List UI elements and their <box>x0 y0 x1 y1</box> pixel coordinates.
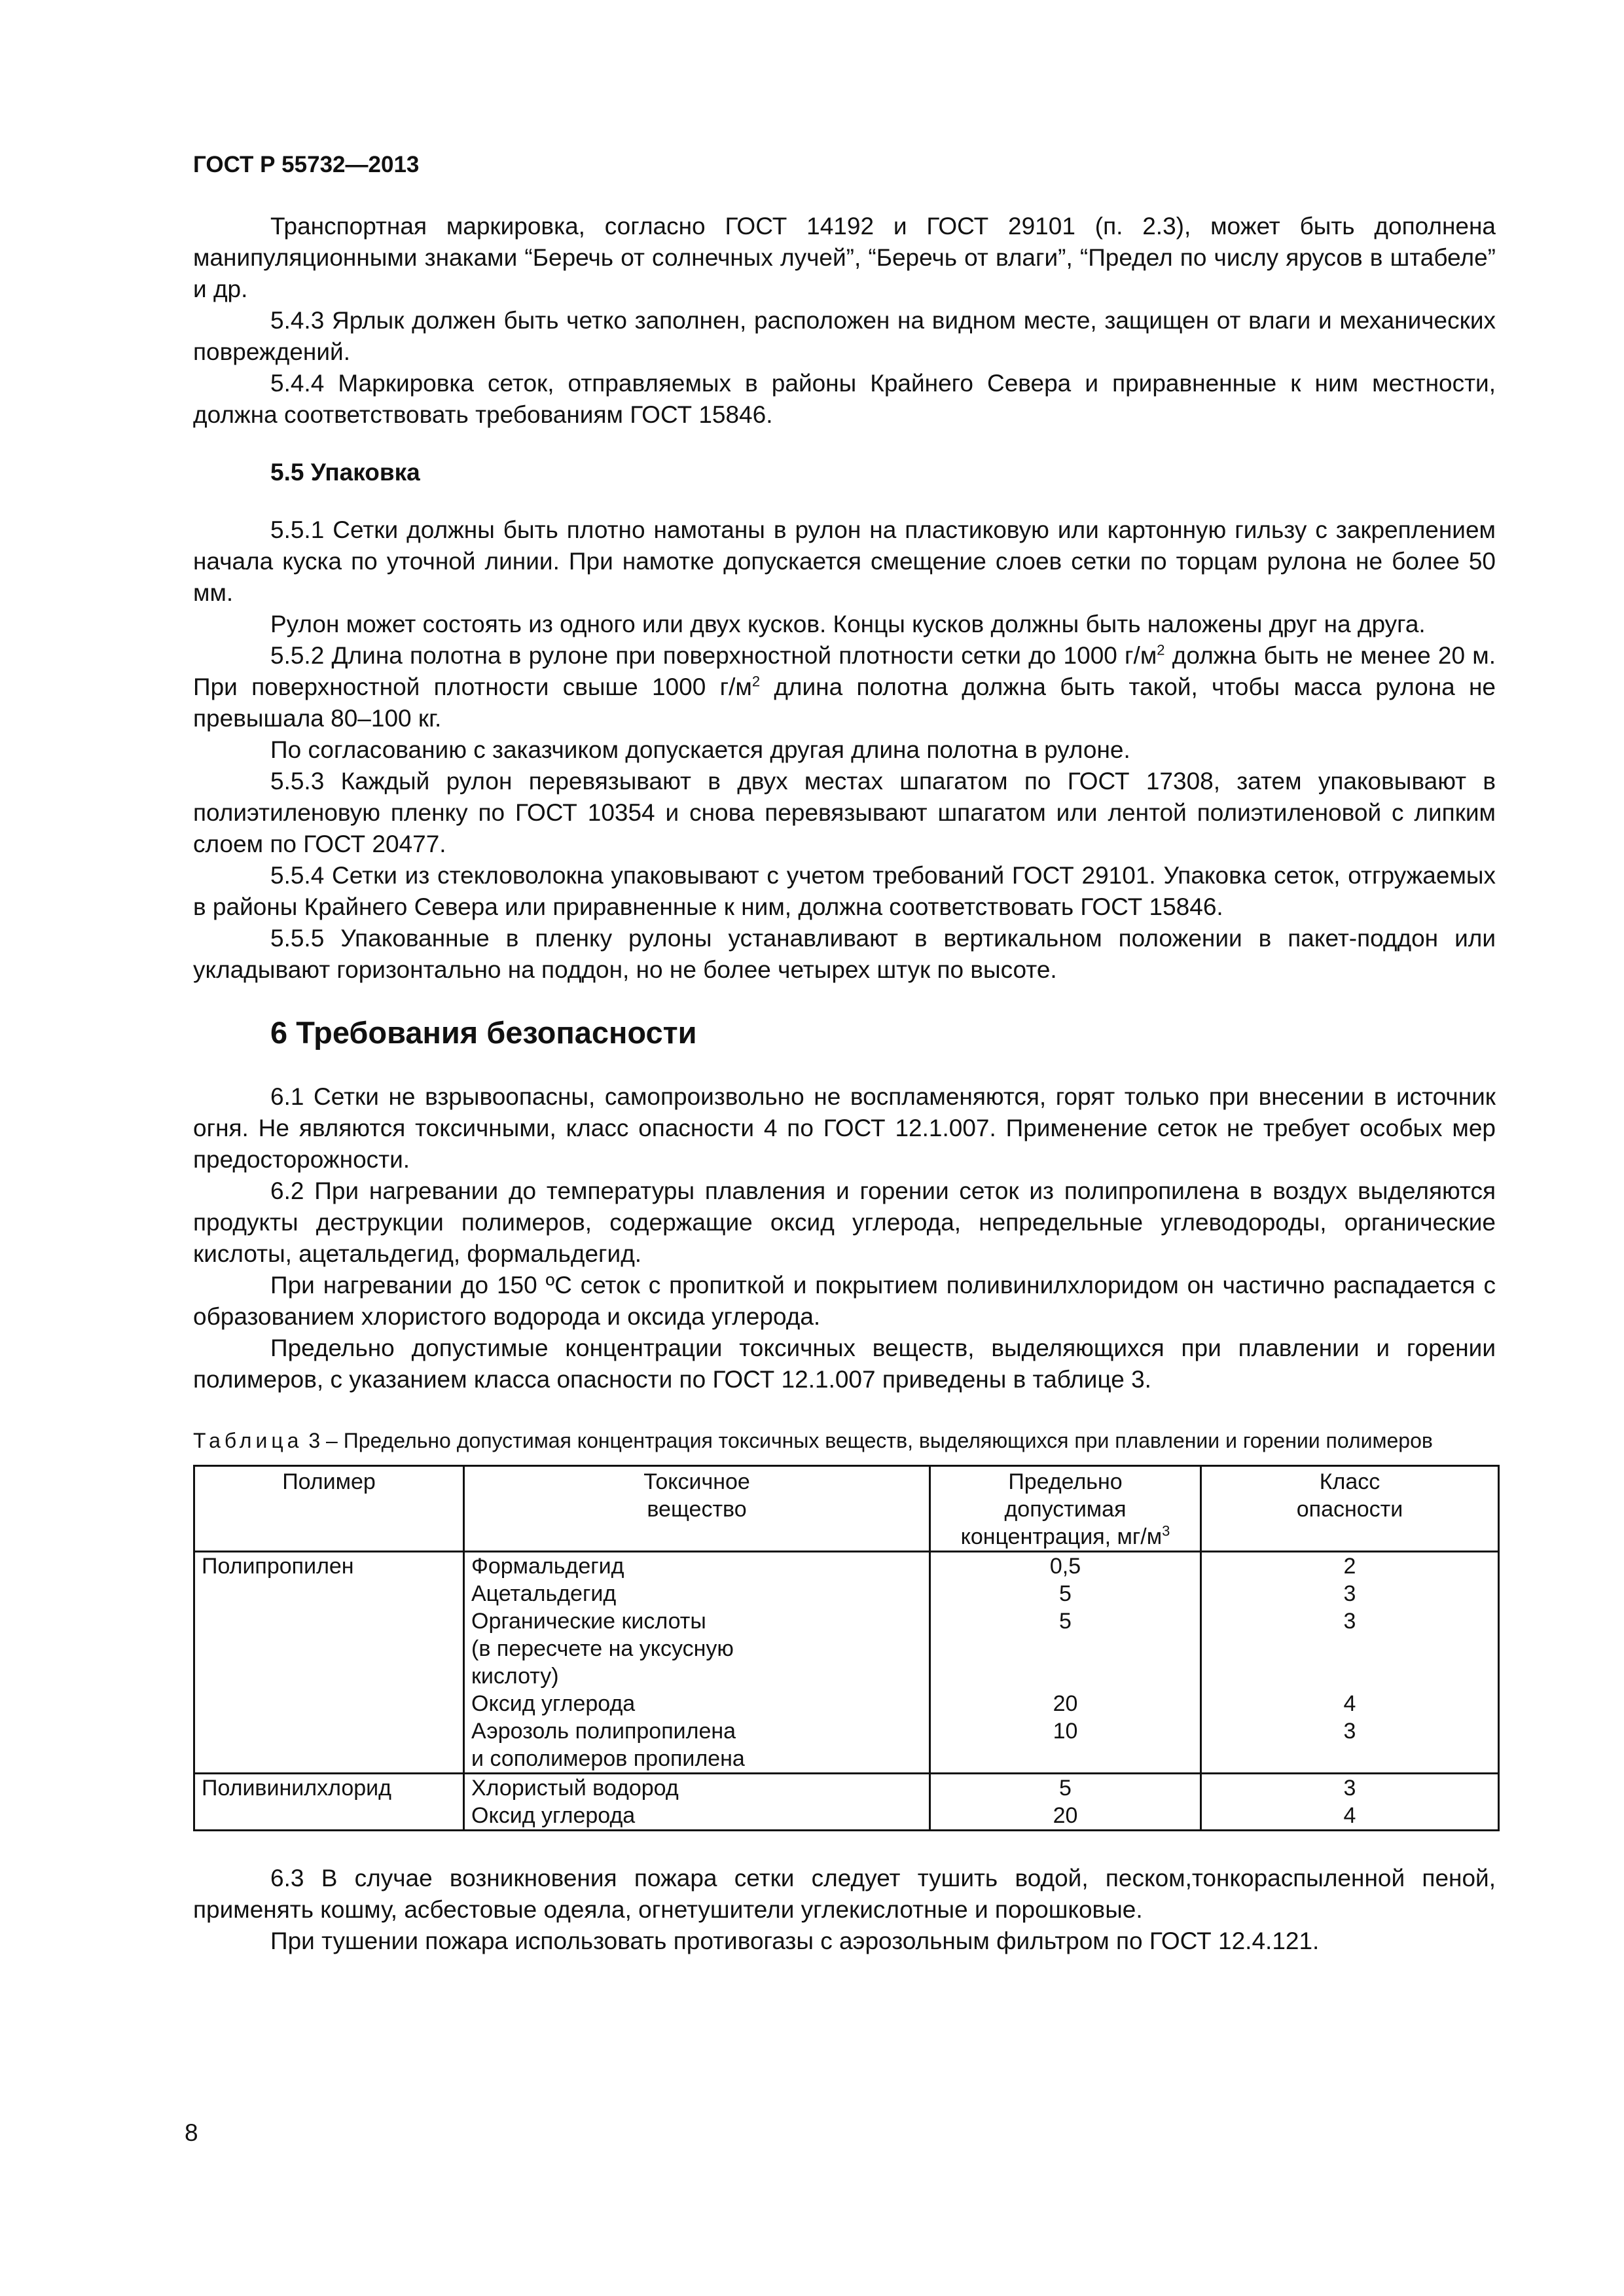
paragraph-5-4-4: 5.4.4 Маркировка сеток, отправляемых в районы Крайнего Севера и приравненные к ним местности, должна соответствовать требованиям ГОСТ 15846. <box>193 370 1496 428</box>
polymer-cell: Полипропилен <box>194 1552 464 1774</box>
limit-cell: 5 20 <box>930 1774 1201 1831</box>
document-code-header: ГОСТ Р 55732—2013 <box>193 152 420 177</box>
paragraph-5-4-3: 5.4.3 Ярлык должен быть четко заполнен, расположен на видном месте, защищен от влаги и механических повреждений. <box>193 307 1496 365</box>
header-polymer: Полимер <box>194 1466 464 1552</box>
substance-cell: Формальдегид Ацетальдегид Органические кислоты (в пересчете на уксусную кислоту) Оксид углерода Аэрозоль полипропилена и сополимеров пропилена <box>464 1552 930 1774</box>
paragraph-transport-marking: Транспортная маркировка, согласно ГОСТ 14192 и ГОСТ 29101 (п. 2.3), может быть дополнена манипуляционными знаками “Беречь от солнечных лучей”, “Беречь от влаги”, “Предел по числу ярусов в штабеле” и др. <box>193 213 1496 302</box>
table-caption: Таблица 3 – Предельно допустимая концентрация токсичных веществ, выделяющихся при плавлении и горении полимеров <box>193 1429 1433 1452</box>
toxic-substances-table <box>193 1465 1500 1831</box>
paragraph-limits-ref: Предельно допустимые концентрации токсичных веществ, выделяющихся при плавлении и горении полимеров, с указанием класса опасности по ГОСТ 12.1.007 приведены в таблице 3. <box>193 1335 1496 1393</box>
paragraph-6-3: 6.3 В случае возникновения пожара сетки следует тушить водой, песком,тонкораспыленной пеной, применять кошму, асбестовые одеяла, огнетушители углекислотные и порошковые. <box>193 1865 1496 1923</box>
paragraph-5-5-5: 5.5.5 Упакованные в пленку рулоны устанавливают в вертикальном положении в пакет-поддон или укладывают горизонтально на поддон, но не более четырех штук по высоте. <box>193 925 1496 983</box>
header-class: Класс опасности <box>1201 1466 1499 1552</box>
page-number: 8 <box>185 2119 198 2146</box>
paragraph-6-2: 6.2 При нагревании до температуры плавления и горении сеток из полипропилена в воздух выделяются продукты деструкции полимеров, содержащие оксид углерода, непредельные углеводороды, органические кислоты, ацетальдегид, формальдегид. <box>193 1177 1496 1267</box>
table-row <box>194 1552 1499 1774</box>
paragraph-gas-masks: При тушении пожара использовать противогазы с аэрозольным фильтром по ГОСТ 12.4.121. <box>270 1928 1320 1954</box>
limit-cell: 0,5 5 5 20 10 <box>930 1552 1201 1774</box>
paragraph-roll-pieces: Рулон может состоять из одного или двух кусков. Концы кусков должны быть наложены друг на друга. <box>270 611 1426 637</box>
paragraph-5-5-4: 5.5.4 Сетки из стекловолокна упаковывают с учетом требований ГОСТ 29101. Упаковка сеток, отгружаемых в районы Крайнего Севера или приравненные к ним, должна соответствовать ГОСТ 15846. <box>193 862 1496 920</box>
table-row <box>194 1774 1499 1831</box>
polymer-cell: Поливинилхлорид <box>194 1774 464 1831</box>
superscript: 2 <box>751 673 761 690</box>
substance-cell: Хлористый водород Оксид углерода <box>464 1774 930 1831</box>
paragraph-5-5-1: 5.5.1 Сетки должны быть плотно намотаны в рулон на пластиковую или картонную гильзу с закреплением начала куска по уточной линии. При намотке допускается смещение слоев сетки по торцам рулона не более 50 мм. <box>193 516 1496 606</box>
superscript: 2 <box>1157 641 1165 658</box>
header-substance: Токсичное вещество <box>464 1466 930 1552</box>
paragraph-5-5-3: 5.5.3 Каждый рулон перевязывают в двух местах шпагатом по ГОСТ 17308, затем упаковывают в полиэтиленовую пленку по ГОСТ 10354 и снова перевязывают шпагатом или лентой полиэтиленовой с липким слоем по ГОСТ 20477. <box>193 768 1496 857</box>
subsection-title-5-5: 5.5 Упаковка <box>270 459 420 486</box>
paragraph-5-5-2: 5.5.2 Длина полотна в рулоне при поверхностной плотности сетки до 1000 $г/м^2$ должна быть не менее 20 м. При поверхностной плотности свыше 1000 $г/м^2$ длина полотна должна быть такой, чтобы масса рулона не превышала 80–100 кг. <box>193 641 1496 732</box>
header-limit: Предельно допустимая концентрация, $мг/м^3$ <box>930 1466 1201 1552</box>
paragraph-6-1: 6.1 Сетки не взрывоопасны, самопроизвольно не воспламеняются, горят только при внесении в источник огня. Не являются токсичными, класс опасности 4 по ГОСТ 12.1.007. Применение сеток не требует особых мер предосторожности. <box>193 1083 1496 1173</box>
class-cell: 3 4 <box>1201 1774 1499 1831</box>
page-body <box>193 211 1496 1957</box>
class-cell: 2 3 3 4 3 <box>1201 1552 1499 1774</box>
paragraph-pvc-heating: При нагревании до 150 ºС сеток с пропиткой и покрытием поливинилхлоридом он частично распадается с образованием хлористого водорода и оксида углерода. <box>193 1272 1496 1330</box>
table-header-row <box>194 1466 1499 1552</box>
paragraph-agreement: По согласованию с заказчиком допускается другая длина полотна в рулоне. <box>270 736 1130 763</box>
section-title-6: 6 Требования безопасности <box>270 1015 697 1050</box>
